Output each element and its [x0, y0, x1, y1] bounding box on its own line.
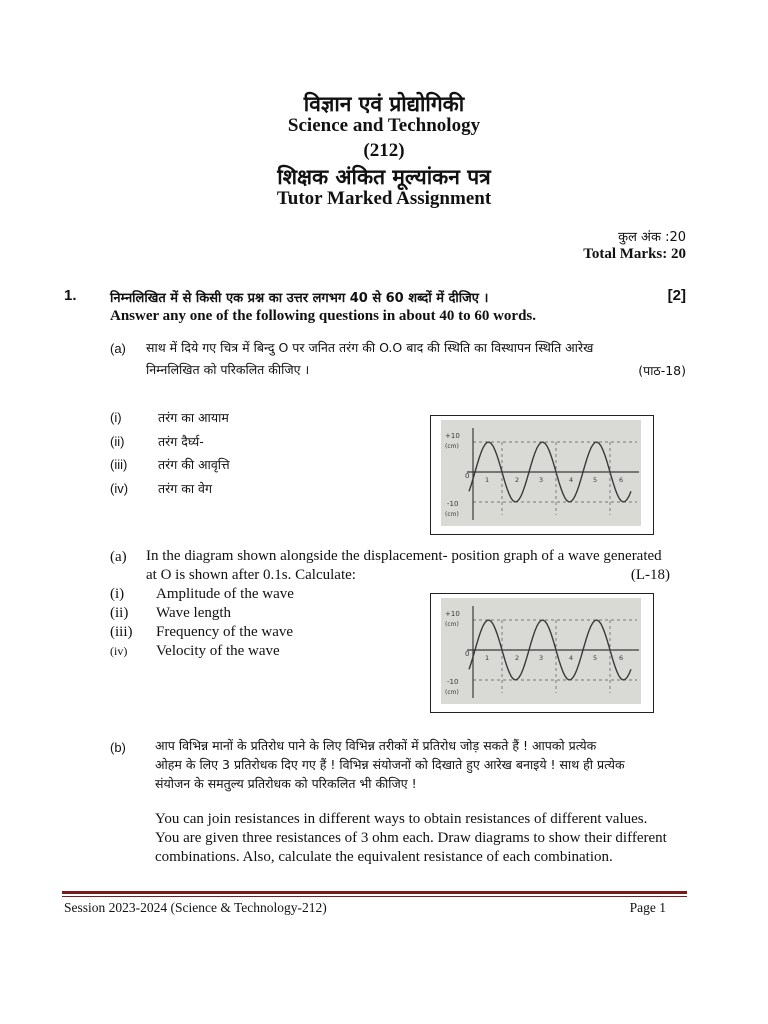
part-b-hindi-line3: संयोजन के समतुल्य प्रतिरोधक को परिकलित भी कीजिए ! — [155, 776, 417, 791]
question-instruction-hindi: निम्नलिखित में से किसी एक प्रश्न का उत्तर लगभग 40 से 60 शब्दों में दीजिए । — [110, 291, 489, 306]
part-a-hindi-line1: साथ में दिये गए चित्र में बिन्दु O पर जनित तरंग की O.O बाद की स्थिति का विस्थापन स्थिति आरेख — [146, 340, 594, 355]
x-tick-label: 1 — [485, 654, 490, 662]
x-tick-label: 6 — [619, 476, 624, 484]
part-a-hindi-ref: (पाठ-18) — [638, 363, 686, 378]
part-b-hindi-line1: आप विभिन्न मानों के प्रतिरोध पाने के लिए विभिन्न तरीकों में प्रतिरोध जोड़ सकते हैं ! आपको प्रत्येक — [155, 738, 597, 753]
item-number: (iii) — [110, 457, 128, 472]
list-item — [110, 479, 360, 502]
x-tick-label: 5 — [593, 654, 598, 662]
question-instruction-english: Answer any one of the following questions in about 40 to 60 words. — [110, 308, 537, 324]
subtitle-hindi: शिक्षक अंकित मूल्यांकन पत्र — [277, 165, 491, 189]
x-tick-label: 6 — [619, 654, 624, 662]
y-label-top: +10 — [445, 432, 460, 440]
item-number: (i) — [110, 586, 125, 602]
item-number: (i) — [110, 410, 122, 425]
part-b-english-line2: You are given three resistances of 3 ohm each. Draw diagrams to show their different — [155, 830, 667, 846]
list-item — [110, 455, 360, 479]
item-number: (ii) — [110, 434, 125, 449]
footer-session: Session 2023-2024 (Science & Technology-212) — [64, 900, 327, 915]
item-text: तरंग दैर्घ्य- — [158, 434, 204, 449]
item-text: Frequency of the wave — [156, 624, 294, 640]
item-number: (iv) — [110, 644, 128, 658]
item-text: तरंग की आवृत्ति — [158, 457, 230, 472]
x-tick-label: 4 — [569, 476, 574, 484]
x-tick-label: 5 — [593, 476, 598, 484]
part-a-english-label: (a) — [110, 549, 127, 565]
y-unit-top: (cm) — [445, 621, 459, 628]
x-tick-label: 2 — [515, 476, 520, 484]
total-marks-hindi: कुल अंक :20 — [618, 230, 686, 245]
list-item — [110, 586, 410, 605]
x-tick-label: 2 — [515, 654, 520, 662]
item-text: तरंग का आयाम — [158, 410, 229, 425]
y-unit-bottom: (cm) — [445, 511, 459, 518]
list-item — [110, 643, 410, 662]
list-item — [110, 432, 360, 455]
x-tick-label: 3 — [539, 654, 544, 662]
y-label-bottom: -10 — [447, 678, 459, 686]
question-number: 1. — [64, 287, 77, 304]
item-number: (iii) — [110, 624, 133, 640]
item-text: Amplitude of the wave — [156, 586, 294, 602]
item-text: Wave length — [156, 605, 232, 621]
y-label-bottom: -10 — [447, 500, 459, 508]
part-a-hindi-line2: निम्नलिखित को परिकलित कीजिए । — [146, 362, 310, 377]
origin-label: 0 — [465, 650, 470, 658]
part-b-hindi-line2: ओहम के लिए 3 प्रतिरोधक दिए गए हैं ! विभिन्न संयोजनों को दिखाते हुए आरेख बनाइये ! साथ ही प्रत्येक — [155, 757, 625, 772]
subtitle-english: Tutor Marked Assignment — [276, 188, 492, 209]
part-a-english-line2: at O is shown after 0.1s. Calculate: — [146, 567, 356, 583]
item-text: तरंग का वेग — [158, 481, 213, 496]
title-english: Science and Technology — [287, 115, 481, 136]
item-text: Velocity of the wave — [156, 643, 280, 659]
part-b-label: (b) — [110, 740, 126, 755]
wave-graph-figure — [430, 593, 654, 713]
wave-graph-photo — [441, 598, 641, 704]
item-number: (iv) — [110, 481, 129, 496]
title-hindi: विज्ञान एवं प्रोद्योगिकी — [303, 92, 465, 116]
list-item — [110, 408, 360, 432]
wave-graph-photo — [441, 420, 641, 526]
question-marks: [2] — [667, 287, 686, 304]
footer-page-number: Page 1 — [629, 900, 666, 915]
part-a-hindi-items — [110, 408, 360, 502]
x-tick-label: 3 — [539, 476, 544, 484]
part-b-english-line3: combinations. Also, calculate the equivalent resistance of each combination. — [155, 849, 613, 865]
part-a-english-ref: (L-18) — [630, 567, 670, 583]
y-unit-top: (cm) — [445, 443, 459, 450]
list-item — [110, 624, 410, 643]
item-number: (ii) — [110, 605, 129, 621]
footer-rule — [62, 891, 687, 894]
footer-rule — [62, 896, 687, 897]
part-a-hindi-label: (a) — [110, 341, 126, 356]
part-b-english-line1: You can join resistances in different ways to obtain resistances of different values. — [155, 811, 648, 827]
list-item — [110, 605, 410, 624]
x-tick-label: 1 — [485, 476, 490, 484]
wave-graph-svg — [441, 598, 641, 704]
total-marks-english: Total Marks: 20 — [583, 246, 686, 262]
y-unit-bottom: (cm) — [445, 689, 459, 696]
part-a-english-line1: In the diagram shown alongside the displacement- position graph of a wave generated — [146, 548, 662, 564]
wave-graph-figure — [430, 415, 654, 535]
origin-label: 0 — [465, 472, 470, 480]
part-a-english-items — [110, 586, 410, 662]
y-label-top: +10 — [445, 610, 460, 618]
wave-graph-svg — [441, 420, 641, 526]
x-tick-label: 4 — [569, 654, 574, 662]
subject-code: (212) — [363, 140, 405, 161]
